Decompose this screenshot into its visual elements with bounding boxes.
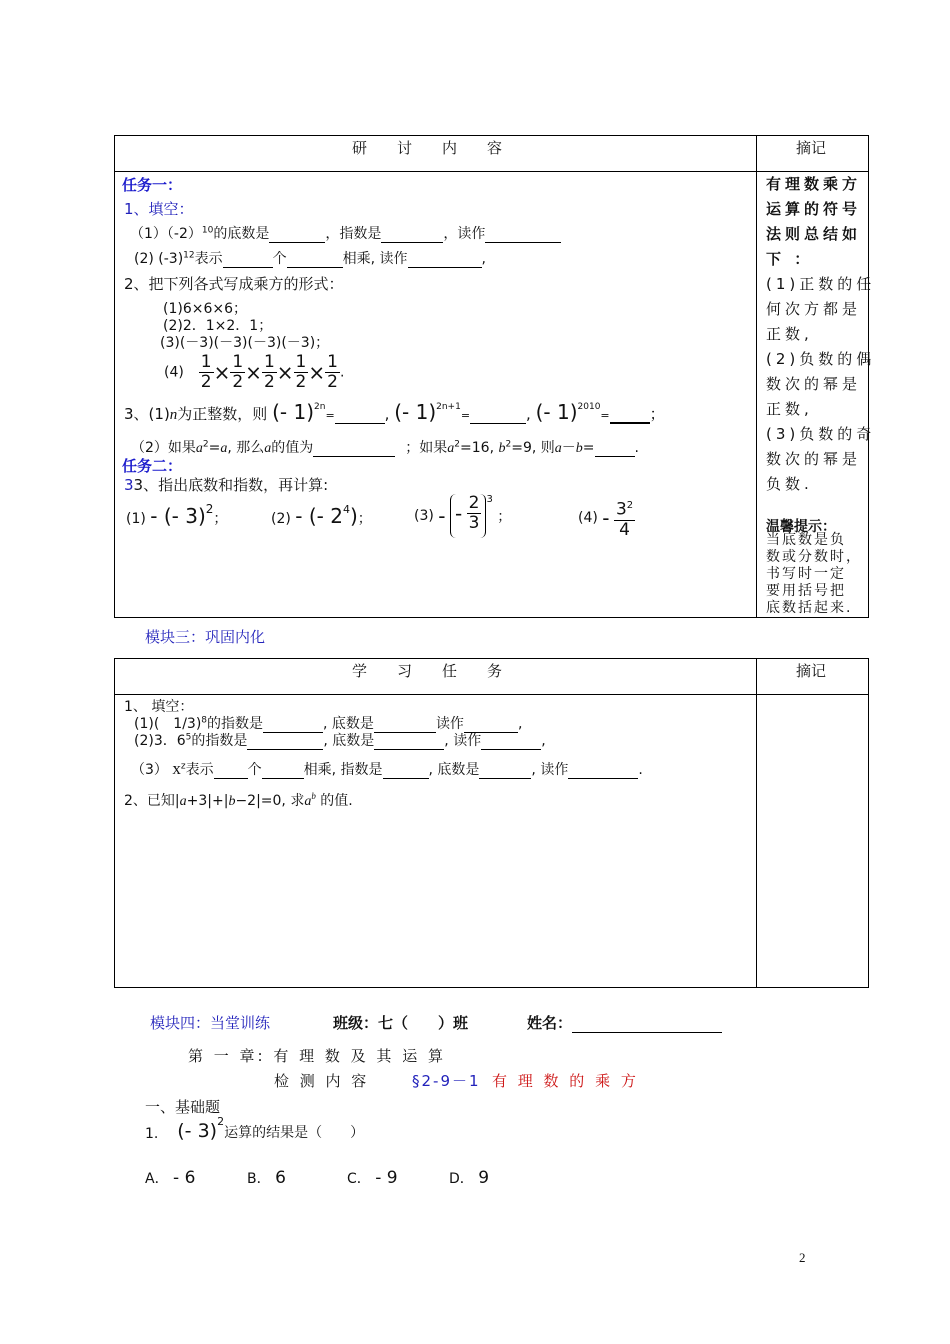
tip-text: 当底数是负 数或分数时， 书写时一定 要用括号把 底数括起来. [766,532,862,616]
blank[interactable] [470,409,526,424]
q4-item1: (1) - (- 3)$^2$； [126,502,228,528]
q3-line1: 3、(1)n为正整数，则 (- 1)$^{2n}$= , (- 1)$^{2n+1}$= , (- 1)$^{2010}$= ； [124,400,665,424]
blank[interactable] [610,408,650,424]
q2-item3: (3)(－3)(－3)(－3)(－3)； [160,335,330,351]
q2-item2: (2)2．1×2．1； [163,318,273,334]
p1-line1: (1)( 1/3)$^8$的指数是 , 底数是 读作 , [134,715,523,732]
research-table-header: 研 讨 内 容 [352,139,503,157]
rules-list: (1)正数的任 何次方都是 正数, (2)负数的偶 数次的幂是 正数, (3)负数的奇 数次的幂是 负数. [766,275,876,493]
blank[interactable] [383,764,429,779]
check-topic: 有 理 数 的 乘 方 [492,1072,639,1090]
blank[interactable] [247,735,323,750]
rules-summary: 有理数乘方 运算的符号 法则总结如 下 ： [766,175,862,268]
name-label: 姓名： [527,1012,722,1033]
blank[interactable] [262,764,304,779]
blank[interactable] [214,764,248,779]
tip-title: 温馨提示： [766,519,836,535]
study-table-note-header: 摘记 [796,662,827,680]
blank[interactable] [381,228,443,243]
study-table-header: 学 习 任 务 [352,662,503,680]
q2-item4: (4) $\frac{1}{2}$ × $\frac{1}{2}$ × $\frac{1}{2}$ × $\frac{1}{2}$ × $\frac{1}{2}$ . [164,352,345,392]
mc-option-b[interactable]: B． 6 [247,1168,286,1188]
chapter-title: 第 一 章: 有 理 数 及 其 运 算 [188,1047,446,1065]
fraction: $\frac{3^2}{4}$ [614,496,635,540]
module3-title: 模块三：巩固内化 [145,628,266,646]
check-section: §2-9－1 [412,1072,481,1090]
fraction: $\frac{1}{2}$ [200,352,212,392]
blank[interactable] [223,253,273,268]
study-table-column-divider [756,658,757,988]
page-number: 2 [799,1250,806,1265]
research-table-column-divider [756,135,757,618]
mc-option-c[interactable]: C． - 9 [347,1168,398,1188]
p2-line: 2、已知|a+3|+|b−2|=0, 求$a^b$ 的值. [124,791,353,809]
fraction: $\frac{1}{2}$ [295,352,307,392]
check-label: 检 测 内 容 [274,1072,370,1090]
q1-title: 1、填空： [124,200,194,218]
module4-title: 模块四：当堂训练 [150,1014,271,1032]
p1-line2: (2)3．$6^5$的指数是 , 底数是 , 读作 , [134,732,546,749]
class-label: 班级：七（ ）班 [333,1014,469,1032]
q4-item3: (3) - - $\frac{2}{3}$ $^3$ ； [414,494,511,538]
q2-item1: (1)6×6×6； [163,301,248,317]
blank[interactable] [313,442,395,457]
q1-line1: $(1)(-2)^{10}$的底数是 ，指数是 ，读作 [130,223,561,243]
blank[interactable] [481,735,541,750]
q3-line2: （2）如果$a^2=a$, 那么a的值为 ；如果$a^2=16$, $b^2=9$, 则a－b= . [131,439,639,456]
research-table-note-header: 摘记 [796,139,827,157]
blank[interactable] [335,409,385,424]
mc-option-d[interactable]: D． 9 [449,1168,490,1188]
blank[interactable] [269,228,325,243]
task2-title: 任务二： [122,457,183,475]
blank[interactable] [374,735,444,750]
p1-title: 1、 填空： [124,699,194,715]
q2-title: 2、把下列各式写成乘方的形式： [124,275,344,293]
blank[interactable] [568,764,638,779]
mc-option-a[interactable]: A． - 6 [145,1168,196,1188]
mc-question: 1. (- 3)$^2$运算的结果是（ ） [145,1115,365,1142]
name-blank[interactable] [572,1016,722,1033]
q4-item4: (4) - $\frac{3^2}{4}$ [578,496,635,540]
fraction: $\frac{1}{2}$ [327,352,338,392]
blank[interactable] [479,764,531,779]
fraction: $\frac{2}{3}$ [468,493,480,533]
blank[interactable] [408,253,482,268]
fraction: $\frac{1}{2}$ [232,352,244,392]
q1-line2: (2) $(-3)^{12}$表示 个 相乘, 读作 , [134,250,486,267]
task1-title: 任务一： [122,176,183,194]
basics-title: 一、基础题 [145,1098,221,1116]
blank[interactable] [287,253,343,268]
blank[interactable] [485,228,561,243]
fraction: $\frac{1}{2}$ [263,352,275,392]
p1-line3: （3） $x^z$表示 个 相乘, 指数是 , 底数是 , 读作 . [131,759,643,778]
blank[interactable] [595,442,635,457]
q4-title: 33、指出底数和指数，再计算: [124,476,329,494]
q4-item2: (2) - (- $2^4$)； [271,503,372,528]
